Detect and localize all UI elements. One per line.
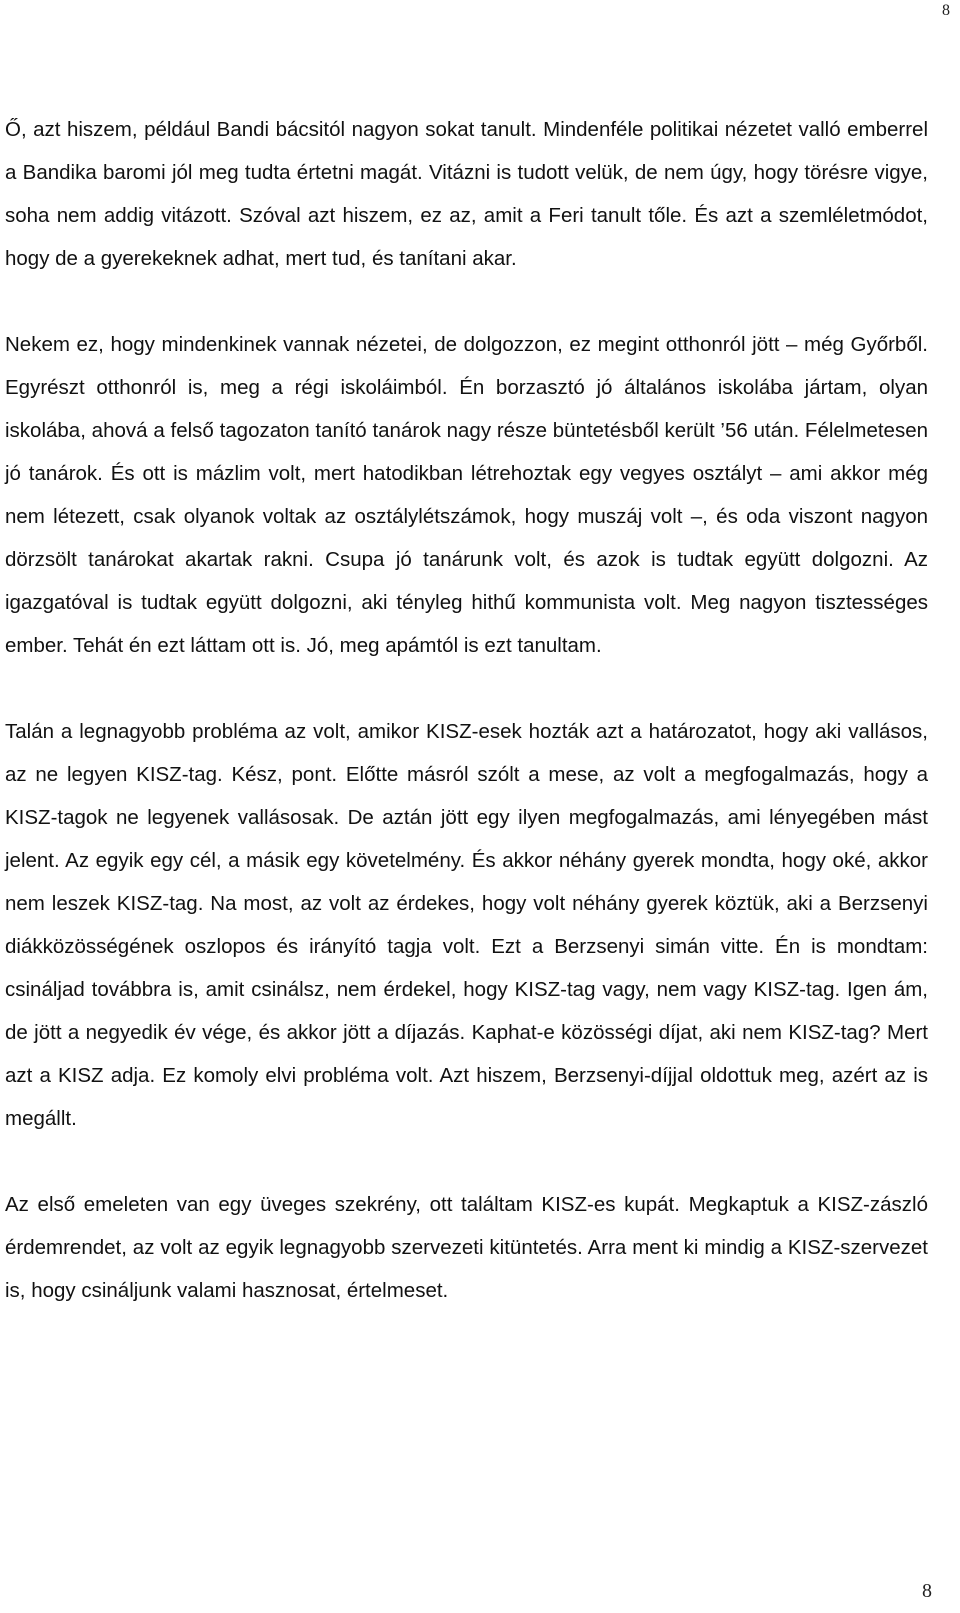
paragraph-2: Nekem ez, hogy mindenkinek vannak nézetei, de dolgozzon, ez megint otthonról jött – még Győrből. Egyrészt otthonról is, meg a régi iskoláimból. Én borzasztó jó általános iskolába jártam, olyan iskolába, ahová a felső tagozaton tanító tanárok nagy része büntetésből került ’56 után. Félelmetesen jó tanárok. És ott is mázlim volt, mert hatodikban létrehoztak egy vegyes osztályt – ami akkor még nem létezett, csak olyanok voltak az osztálylétszámok, hogy muszáj volt –, és oda viszont nagyon dörzsölt tanárokat akartak rakni. Csupa jó tanárunk volt, és azok is tudtak együtt dolgozni. Az igazgatóval is tudtak együtt dolgozni, aki tényleg hithű kommunista volt. Meg nagyon tisztességes ember. Tehát én ezt láttam ott is. Jó, meg apámtól is ezt tanultam. xyxy=(5,333,928,657)
document-body xyxy=(5,108,928,1312)
page-number-top: 8 xyxy=(942,2,950,19)
paragraph-4: Az első emeleten van egy üveges szekrény, ott találtam KISZ-es kupát. Megkaptuk a KISZ-zászló érdemrendet, az volt az egyik legnagyobb szervezeti kitüntetés. Arra ment ki mindig a KISZ-szervezet is, hogy csináljunk valami hasznosat, értelmeset. xyxy=(5,1193,928,1302)
paragraph-3: Talán a legnagyobb probléma az volt, amikor KISZ-esek hozták azt a határozatot, hogy aki vallásos, az ne legyen KISZ-tag. Kész, pont. Előtte másról szólt a mese, az volt a megfogalmazás, hogy a KISZ-tagok ne legyenek vallásosak. De aztán jött egy ilyen megfogalmazás, ami lényegében mást jelent. Az egyik egy cél, a másik egy követelmény. És akkor néhány gyerek mondta, hogy oké, akkor nem leszek KISZ-tag. Na most, az volt az érdekes, hogy volt néhány gyerek köztük, aki a Berzsenyi diákközösségének oszlopos és irányító tagja volt. Ezt a Berzsenyi simán vitte. Én is mondtam: csináljad továbbra is, amit csinálsz, nem érdekel, hogy KISZ-tag vagy, nem vagy KISZ-tag. Igen ám, de jött a negyedik év vége, és akkor jött a díjazás. Kaphat-e közösségi díjat, aki nem KISZ-tag? Mert azt a KISZ adja. Ez komoly elvi probléma volt. Azt hiszem, Berzsenyi-díjjal oldottuk meg, azért az is megállt. xyxy=(5,720,928,1130)
paragraph-1: Ő, azt hiszem, például Bandi bácsitól nagyon sokat tanult. Mindenféle politikai nézetet valló emberrel a Bandika baromi jól meg tudta értetni magát. Vitázni is tudott velük, de nem úgy, hogy törésre vigye, soha nem addig vitázott. Szóval azt hiszem, ez az, amit a Feri tanult tőle. És azt a szemléletmódot, hogy de a gyerekeknek adhat, mert tud, és tanítani akar. xyxy=(5,118,928,270)
page-number-bottom: 8 xyxy=(922,1580,932,1602)
